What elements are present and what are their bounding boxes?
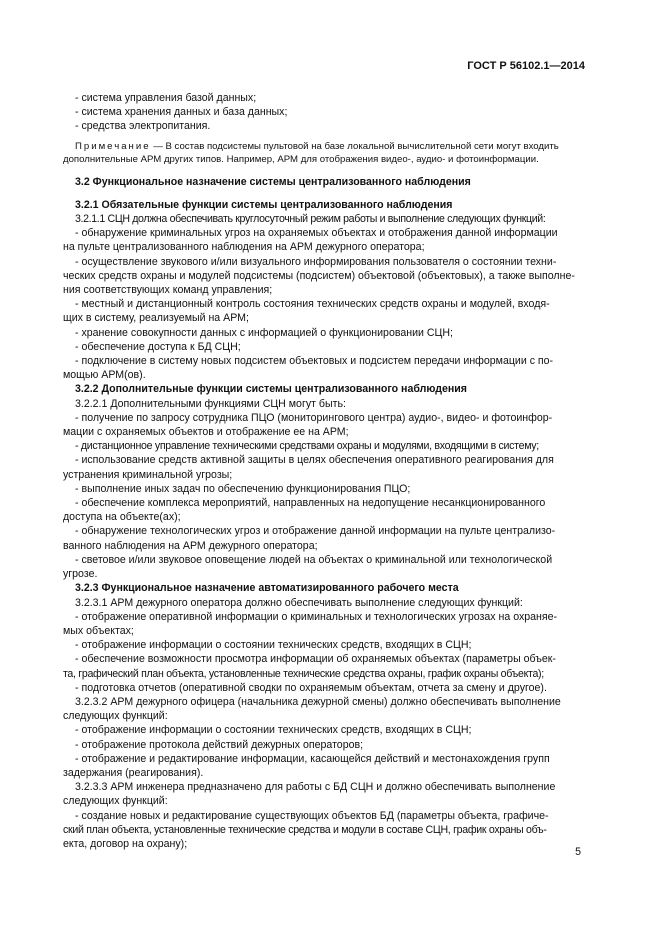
list-item-cont: устранения криминальной угрозы; xyxy=(63,468,233,481)
paragraph-cont: следующих функций: xyxy=(63,710,168,723)
list-item: - отображение и редактирование информации, касающейся действий и местонахождения групп xyxy=(75,752,550,765)
page-number: 5 xyxy=(575,846,581,858)
list-item: - отображение оперативной информации о криминальных и технологических угрозах на охраняе- xyxy=(75,610,558,623)
note-label: Примечание xyxy=(75,140,151,152)
list-item: - система управления базой данных; xyxy=(75,92,257,104)
list-item-cont: екта, договор на охрану); xyxy=(63,837,188,850)
list-item: - обнаружение технологических угроз и отображение данной информации на пульте централизо- xyxy=(75,525,556,538)
list-item: - использование средств активной защиты в целях обеспечения оперативного реагирования для xyxy=(75,454,554,467)
subsection-heading: 3.2.2 Дополнительные функции системы централизованного наблюдения xyxy=(75,383,467,396)
list-item: - обеспечение комплекса мероприятий, направленных на недопущение несанкционированного xyxy=(75,497,546,510)
list-item: - создание новых и редактирование существующих объектов БД (параметры объекта, графиче- xyxy=(75,809,549,822)
list-item-cont: доступа на объекте(ах); xyxy=(63,511,181,524)
list-item: - получение по запросу сотрудника ПЦО (мониторингового центра) аудио-, видео- и фотоинфор- xyxy=(75,411,553,424)
list-item-cont: задержания (реагирования). xyxy=(63,766,204,779)
list-item: - подготовка отчетов (оперативной сводки по охраняемым объектам, отчета за смену и другое). xyxy=(75,681,547,694)
list-item-cont: ческих средств охраны и модулей подсистемы (подсистем) объектовой (объектовых), а также выполне- xyxy=(63,269,575,282)
note-dash: — xyxy=(150,140,166,152)
list-item: - дистанционное управление техническими средствами охраны и модулями, входящими в систему; xyxy=(75,440,539,453)
list-item: - отображение информации о состоянии технических средств, входящих в СЦН; xyxy=(75,724,472,737)
document-header: ГОСТ Р 56102.1—2014 xyxy=(467,60,585,72)
note-block xyxy=(63,140,581,166)
list-item: - обеспечение доступа к БД СЦН; xyxy=(75,340,241,353)
paragraph: 3.2.3.1 АРМ дежурного оператора должно обеспечивать выполнение следующих функций: xyxy=(75,596,523,609)
list-item: - местный и дистанционный контроль состояния технических средств охраны и модулей, входя- xyxy=(75,298,550,311)
section-heading: 3.2 Функциональное назначение системы централизованного наблюдения xyxy=(75,175,471,188)
paragraph: 3.2.1.1 СЦН должна обеспечивать круглосуточный режим работы и выполнение следующих функций: xyxy=(75,213,546,226)
list-item: - выполнение иных задач по обеспечению функционирования ПЦО; xyxy=(75,482,411,495)
note-text: дополнительные АРМ других типов. Например, АРМ для отображения видео-, аудио- и фотоинформации. xyxy=(63,153,539,165)
paragraph: 3.2.3.2 АРМ дежурного офицера (начальника дежурной смены) должно обеспечивать выполнение xyxy=(75,695,561,708)
list-item-cont: ванного наблюдения на АРМ дежурного оператора; xyxy=(63,539,318,552)
list-item-cont: та, графический план объекта, установленные технические средства охраны, график охраны объекта); xyxy=(63,667,544,680)
list-item-cont: ский план объекта, установленные технические средства и модули в составе СЦН, график охраны объ- xyxy=(63,823,547,836)
paragraph: 3.2.2.1 Дополнительными функциями СЦН могут быть: xyxy=(75,397,346,410)
list-item: - подключение в систему новых подсистем объектовых и подсистем передачи информации с по- xyxy=(75,355,554,368)
paragraph: 3.2.3.3 АРМ инженера предназначено для работы с БД СЦН и должно обеспечивать выполнение xyxy=(75,781,556,794)
paragraph-cont: следующих функций: xyxy=(63,795,168,808)
list-item-cont: ния соответствующих команд управления; xyxy=(63,284,273,297)
list-item-cont: мых объектах; xyxy=(63,624,134,637)
list-item: - хранение совокупности данных с информацией о функционировании СЦН; xyxy=(75,326,453,339)
list-item: - отображение протокола действий дежурных операторов; xyxy=(75,738,364,751)
subsection-heading: 3.2.3 Функциональное назначение автоматизированного рабочего места xyxy=(75,582,459,595)
list-item-cont: на пульте централизованного наблюдения на АРМ дежурного оператора; xyxy=(63,241,425,254)
note-text: В состав подсистемы пультовой на базе локальной вычислительной сети могут входить xyxy=(165,140,559,152)
subsection-heading: 3.2.1 Обязательные функции системы централизованного наблюдения xyxy=(75,198,453,211)
list-item: - осуществление звукового и/или визуального информирования пользователя о состоянии техни- xyxy=(75,255,557,268)
list-item: - световое и/или звуковое оповещение людей на объектах о криминальной или технологической xyxy=(75,553,553,566)
list-item-cont: угрозе. xyxy=(63,568,98,581)
list-item: - средства электропитания. xyxy=(75,120,211,133)
document-body xyxy=(63,91,581,851)
list-item: - система хранения данных и база данных; xyxy=(75,106,288,119)
list-item-cont: мации с охраняемых объектов и отображение ее на АРМ; xyxy=(63,426,349,439)
list-item: - обнаружение криминальных угроз на охраняемых объектах и отображения данной информации xyxy=(75,227,558,240)
list-item-cont: мощью АРМ(ов). xyxy=(63,369,146,382)
list-item: - отображение информации о состоянии технических средств, входящих в СЦН; xyxy=(75,639,472,652)
list-item-cont: щих в систему, реализуемый на АРМ; xyxy=(63,312,249,325)
list-item: - обеспечение возможности просмотра информации об охраняемых объектах (параметры объек- xyxy=(75,653,556,666)
